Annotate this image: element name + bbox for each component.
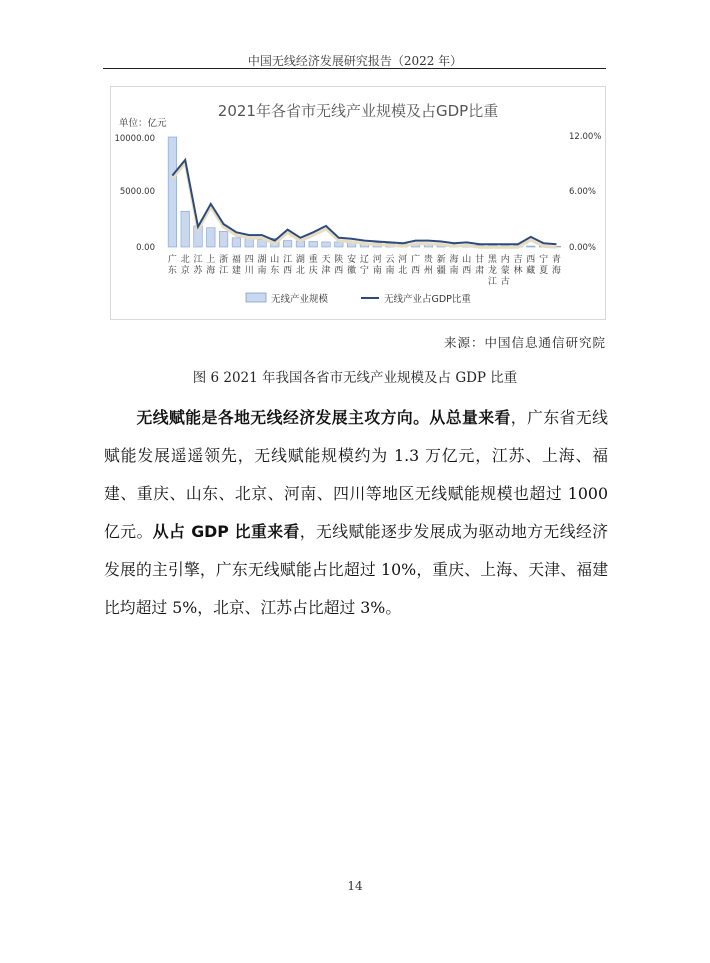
figure-caption: 图 6 2021 年我国各省市无线产业规模及占 GDP 比重 [192, 370, 518, 386]
bar-重庆 [309, 242, 318, 248]
bar-广东 [168, 137, 177, 247]
y-right-tick-1: 6.00% [569, 187, 597, 197]
x-tick-青海: 青海 [551, 255, 561, 276]
x-tick-江西: 江西 [283, 255, 293, 276]
chart-title: 2021年各省市无线产业规模及占GDP比重 [217, 102, 499, 120]
legend-line-label: 无线产业占GDP比重 [384, 294, 471, 305]
line-series [172, 160, 556, 247]
legend-bar-swatch [246, 293, 266, 302]
x-tick-宁夏: 宁夏 [539, 255, 549, 276]
chart-svg [111, 87, 605, 319]
bar-四川 [245, 239, 254, 247]
x-tick-山东: 山东 [270, 255, 280, 276]
legend-bar-label: 无线产业规模 [271, 294, 329, 305]
x-tick-福建: 福建 [231, 255, 241, 276]
chart-container [110, 86, 606, 320]
line-shadow [172, 163, 556, 247]
part1-text: ，广东省无线赋能发展遥遥领先，无线赋能规模约为 1.3 万亿元，江苏、上海、福建、重庆、山东、北京、河南、四川等地区无线赋能规模也超过 1000 亿元。 [104, 408, 608, 541]
x-tick-西藏: 西藏 [526, 255, 536, 276]
part2-bold: 从占 GDP 比重来看 [152, 522, 300, 541]
x-tick-云南: 云南 [385, 255, 395, 276]
lead-bold: 无线赋能是各地无线经济发展主攻方向。 [136, 408, 430, 427]
bar-北京 [181, 211, 190, 247]
x-axis-labels [168, 253, 561, 287]
bar-江西 [283, 241, 292, 247]
x-tick-重庆: 重庆 [308, 255, 318, 276]
y-right-tick-2: 0.00% [569, 243, 597, 253]
bar-西藏 [527, 246, 536, 247]
unit-label: 单位：亿元 [119, 118, 167, 129]
x-tick-江苏: 江苏 [193, 255, 203, 276]
part1-bold: 从总量来看 [429, 408, 511, 427]
part2-text: ，无线赋能逐步发展成为驱动地方无线经济发展的主引擎，广东无线赋能占比超过 10%，重庆、上海、天津、福建比均超过 5%，北京、江苏占比超过 3%。 [104, 522, 608, 617]
x-tick-山西: 山西 [462, 255, 472, 276]
x-tick-河北: 河北 [398, 255, 408, 276]
bar-浙江 [219, 231, 228, 247]
body-paragraph [104, 399, 608, 627]
x-tick-湖北: 湖北 [295, 255, 305, 276]
x-tick-海南: 海南 [449, 255, 459, 276]
x-tick-天津: 天津 [321, 255, 331, 276]
x-tick-四川: 四川 [244, 255, 254, 276]
bar-陕西 [335, 242, 344, 247]
page-number: 14 [347, 879, 363, 893]
header-rule [103, 68, 606, 69]
bar-天津 [322, 242, 331, 247]
x-tick-辽宁: 辽宁 [359, 255, 369, 276]
y-left-tick-1: 5000.00 [119, 187, 155, 197]
x-tick-浙江: 浙江 [219, 255, 229, 276]
x-tick-贵州: 贵州 [423, 255, 433, 276]
x-tick-陕西: 陕西 [334, 255, 344, 276]
x-tick-广东: 广东 [167, 255, 177, 276]
x-tick-北京: 北京 [180, 255, 190, 276]
x-tick-新疆: 新疆 [436, 255, 446, 276]
y-left-tick-0: 10000.00 [114, 134, 155, 144]
y-left-tick-2: 0.00 [136, 243, 155, 253]
x-tick-河南: 河南 [372, 255, 382, 276]
x-tick-湖南: 湖南 [257, 255, 267, 276]
x-tick-安徽: 安徽 [347, 255, 357, 276]
x-tick-黑龙江: 黑龙江 [487, 255, 497, 287]
bar-福建 [232, 238, 241, 247]
bar-上海 [207, 228, 216, 247]
x-tick-内蒙古: 内蒙古 [500, 255, 510, 287]
source-note: 来源：中国信息通信研究院 [443, 335, 606, 350]
x-tick-上海: 上海 [206, 255, 216, 276]
x-tick-广西: 广西 [411, 255, 421, 276]
running-header: 中国无线经济发展研究报告（2022 年） [247, 54, 463, 68]
y-right-tick-0: 12.00% [569, 132, 602, 142]
x-tick-吉林: 吉林 [513, 255, 523, 276]
x-tick-甘肃: 甘肃 [475, 255, 485, 276]
